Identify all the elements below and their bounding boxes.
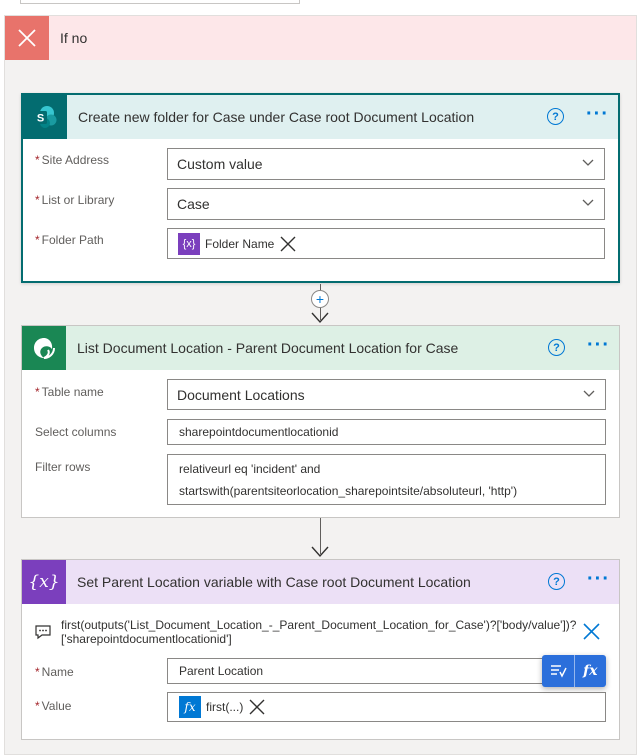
filter-rows-input[interactable]: relativeurl eq 'incident' and startswith(parentsiteorlocation_sharepointsite/absoluteurl, 'http') bbox=[167, 454, 606, 505]
site-address-dropdown[interactable]: Custom value bbox=[167, 148, 605, 180]
list-document-location-card bbox=[21, 325, 620, 518]
value-input[interactable] bbox=[167, 692, 606, 722]
more-options-icon[interactable]: ··· bbox=[587, 568, 610, 590]
card-header[interactable] bbox=[23, 95, 618, 139]
variable-icon: {x} bbox=[22, 560, 66, 604]
value-label: * Value bbox=[35, 699, 72, 713]
folder-path-input[interactable] bbox=[167, 228, 605, 259]
close-expression-icon[interactable] bbox=[583, 623, 600, 640]
set-variable-card bbox=[21, 559, 620, 740]
fx-icon: fx bbox=[179, 696, 201, 718]
card-title: Set Parent Location variable with Case root Document Location bbox=[77, 574, 471, 590]
remove-token-icon[interactable] bbox=[249, 699, 265, 715]
sharepoint-icon bbox=[23, 95, 67, 139]
dynamic-content-toolbar bbox=[542, 655, 606, 687]
select-columns-label: Select columns bbox=[35, 425, 117, 439]
variable-icon: {x} bbox=[178, 233, 200, 255]
more-options-icon[interactable]: ··· bbox=[587, 334, 610, 356]
previous-card-stub bbox=[20, 0, 300, 4]
expression-button[interactable]: fx bbox=[583, 663, 598, 679]
expression-text: first(outputs('List_Document_Location_-_Parent_Document_Location_for_Case')?['body/value'])? ['sharepointdocumentlocationid'] bbox=[61, 618, 577, 646]
filter-rows-label: Filter rows bbox=[35, 460, 91, 474]
chevron-down-icon bbox=[582, 159, 594, 167]
help-icon[interactable]: ? bbox=[548, 339, 565, 356]
first-expression-token[interactable]: fx first(...) bbox=[179, 695, 265, 719]
list-library-label: * List or Library bbox=[35, 193, 115, 207]
dynamic-content-icon bbox=[549, 663, 567, 679]
branch-header[interactable] bbox=[5, 16, 636, 60]
more-options-icon[interactable]: ··· bbox=[586, 103, 609, 125]
card-header[interactable] bbox=[22, 560, 619, 604]
comment-icon bbox=[34, 624, 52, 640]
site-address-label: * Site Address bbox=[35, 153, 110, 167]
help-icon[interactable]: ? bbox=[548, 573, 565, 590]
dataverse-icon bbox=[22, 326, 66, 370]
branch-title: If no bbox=[60, 30, 88, 46]
table-name-dropdown[interactable]: Document Locations bbox=[167, 379, 606, 410]
arrow-down-icon bbox=[311, 312, 329, 324]
name-label: * Name bbox=[35, 665, 74, 679]
chevron-down-icon bbox=[582, 199, 594, 207]
help-icon[interactable]: ? bbox=[547, 108, 564, 125]
name-input[interactable]: Parent Location bbox=[167, 658, 606, 684]
select-columns-input[interactable]: sharepointdocumentlocationid bbox=[167, 419, 606, 445]
add-step-icon[interactable]: + bbox=[311, 290, 329, 308]
table-name-label: * Table name bbox=[35, 385, 104, 399]
svg-text:S: S bbox=[36, 112, 45, 125]
create-folder-card bbox=[21, 93, 620, 283]
list-library-dropdown[interactable]: Case bbox=[167, 188, 605, 220]
close-icon bbox=[5, 16, 49, 60]
chevron-down-icon bbox=[583, 390, 595, 398]
arrow-down-icon bbox=[311, 546, 329, 558]
folder-path-label: * Folder Path bbox=[35, 233, 104, 247]
card-header[interactable] bbox=[22, 326, 619, 370]
card-title: Create new folder for Case under Case root Document Location bbox=[78, 109, 475, 125]
dynamic-content-button[interactable] bbox=[542, 655, 575, 687]
remove-token-icon[interactable] bbox=[280, 236, 296, 252]
card-title: List Document Location - Parent Document Location for Case bbox=[77, 340, 459, 356]
folder-name-token[interactable]: {x} Folder Name bbox=[178, 232, 296, 256]
